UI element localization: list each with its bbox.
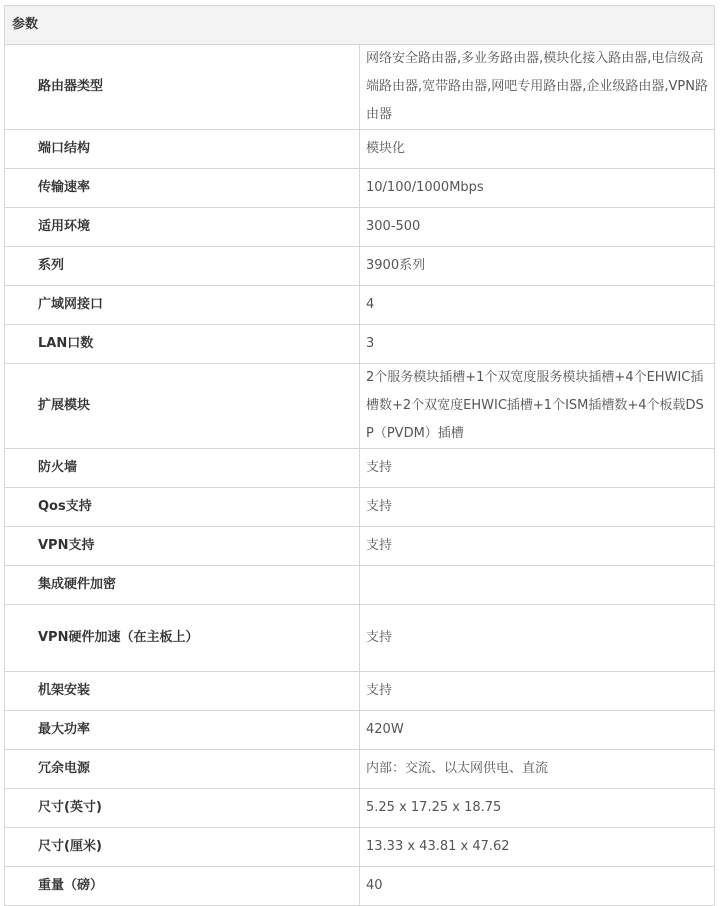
- row-label: 适用环境: [5, 208, 360, 247]
- row-label: 冗余电源: [5, 750, 360, 789]
- table-row: [5, 169, 715, 208]
- table-row: [5, 247, 715, 286]
- row-label: VPN支持: [5, 527, 360, 566]
- row-label: VPN硬件加速（在主板上）: [5, 605, 360, 672]
- row-label: 系列: [5, 247, 360, 286]
- table-row: [5, 605, 715, 672]
- row-label: 端口结构: [5, 130, 360, 169]
- table-row: [5, 828, 715, 867]
- table-row: [5, 208, 715, 247]
- table-row: [5, 672, 715, 711]
- table-header-row: [5, 6, 715, 45]
- row-label: 传输速率: [5, 169, 360, 208]
- row-value: 支持: [360, 527, 715, 566]
- row-value: 420W: [360, 711, 715, 750]
- table-row: [5, 364, 715, 449]
- row-value: 2个服务模块插槽+1个双宽度服务模块插槽+4个EHWIC插槽数+2个双宽度EHWIC插槽+1个ISM插槽数+4个板载DSP（PVDM）插槽: [360, 364, 715, 449]
- row-label: 尺寸(厘米): [5, 828, 360, 867]
- table-row: [5, 488, 715, 527]
- row-value: 10/100/1000Mbps: [360, 169, 715, 208]
- row-label: 重量（磅）: [5, 867, 360, 906]
- row-value: 40: [360, 867, 715, 906]
- row-value: 网络安全路由器,多业务路由器,模块化接入路由器,电信级高端路由器,宽带路由器,网吧专用路由器,企业级路由器,VPN路由器: [360, 45, 715, 130]
- row-value: 4: [360, 286, 715, 325]
- row-label: 路由器类型: [5, 45, 360, 130]
- row-label: 机架安装: [5, 672, 360, 711]
- row-value: 支持: [360, 605, 715, 672]
- table-row: [5, 130, 715, 169]
- table-row: [5, 789, 715, 828]
- row-label: 防火墙: [5, 449, 360, 488]
- row-label: LAN口数: [5, 325, 360, 364]
- row-label: 集成硬件加密: [5, 566, 360, 605]
- row-label: 扩展模块: [5, 364, 360, 449]
- table-row: [5, 325, 715, 364]
- table-row: [5, 45, 715, 130]
- row-value: [360, 566, 715, 605]
- row-label: 最大功率: [5, 711, 360, 750]
- row-value: 300-500: [360, 208, 715, 247]
- row-value: 支持: [360, 488, 715, 527]
- row-value: 支持: [360, 449, 715, 488]
- row-value: 13.33 x 43.81 x 47.62: [360, 828, 715, 867]
- row-label: Qos支持: [5, 488, 360, 527]
- spec-table: [4, 5, 715, 906]
- table-row: [5, 867, 715, 906]
- table-row: [5, 286, 715, 325]
- row-value: 5.25 x 17.25 x 18.75: [360, 789, 715, 828]
- row-value: 3: [360, 325, 715, 364]
- row-value: 支持: [360, 672, 715, 711]
- table-row: [5, 750, 715, 789]
- row-value: 内部：交流、以太网供电、直流: [360, 750, 715, 789]
- row-label: 尺寸(英寸): [5, 789, 360, 828]
- table-row: [5, 449, 715, 488]
- row-value: 模块化: [360, 130, 715, 169]
- table-header: 参数: [5, 6, 715, 45]
- table-row: [5, 527, 715, 566]
- row-value: 3900系列: [360, 247, 715, 286]
- table-row: [5, 711, 715, 750]
- row-label: 广域网接口: [5, 286, 360, 325]
- table-row: [5, 566, 715, 605]
